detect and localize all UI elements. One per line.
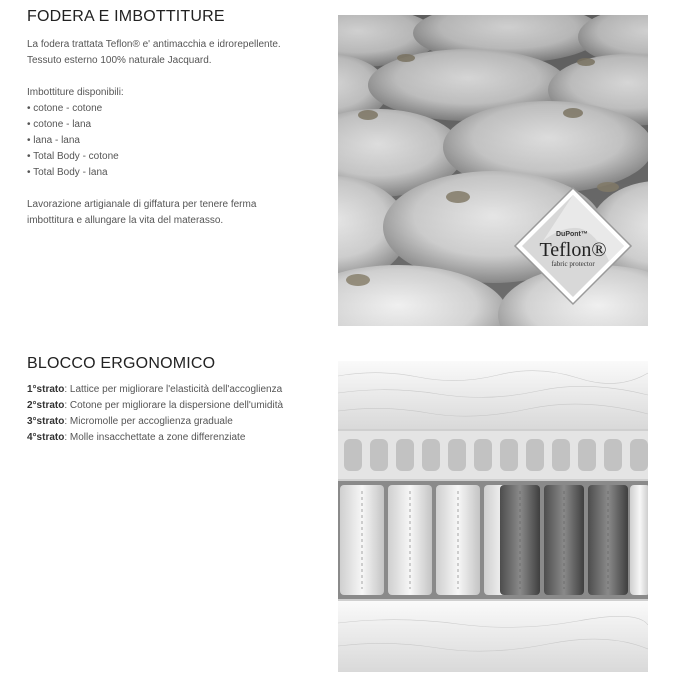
quilted-mattress-image <box>338 15 648 326</box>
fodera-section <box>0 0 684 340</box>
strato-text: : Molle insacchettate a zone differenziate <box>64 432 246 443</box>
teflon-tagline: fabric protector <box>551 260 595 268</box>
fodera-desc-line: Tessuto esterno 100% naturale Jacquard. <box>27 55 212 66</box>
strato-item <box>27 398 327 414</box>
strato-label: 4°strato <box>27 432 65 443</box>
imbottitura-item: • Total Body - cotone <box>27 151 119 162</box>
teflon-brand: DuPont™ <box>556 231 588 238</box>
lavorazione-line: imbottitura e allungare la vita del materasso. <box>27 215 224 226</box>
strato-item <box>27 382 327 398</box>
strato-text: : Lattice per migliorare l'elasticità dell'accoglienza <box>64 384 283 395</box>
blocco-section <box>0 345 684 684</box>
blocco-title: BLOCCO ERGONOMICO <box>27 355 216 372</box>
mattress-cross-section-image <box>338 361 648 672</box>
imbottitura-item: • Total Body - lana <box>27 167 108 178</box>
strato-label: 2°strato <box>27 400 65 411</box>
strati-list <box>27 382 327 446</box>
fodera-desc-line: La fodera trattata Teflon® e' antimacchia e idrorepellente. <box>27 39 281 50</box>
teflon-logo-icon <box>513 186 633 306</box>
strato-item <box>27 430 327 446</box>
strato-label: 1°strato <box>27 384 65 395</box>
teflon-name: Teflon® <box>539 239 607 261</box>
fodera-description <box>27 37 327 229</box>
mattress-layers-illustration <box>338 361 648 672</box>
teflon-badge <box>513 186 633 306</box>
fodera-title: FODERA E IMBOTTITURE <box>27 8 225 25</box>
strato-item <box>27 414 327 430</box>
strato-text: : Micromolle per accoglienza graduale <box>64 416 233 427</box>
imbottitura-item: • cotone - lana <box>27 119 92 130</box>
imbottitura-item: • lana - lana <box>27 135 80 146</box>
imbottitura-item: • cotone - cotone <box>27 103 103 114</box>
imbottiture-label: Imbottiture disponibili: <box>27 87 124 98</box>
lavorazione-line: Lavorazione artigianale di giffatura per tenere ferma <box>27 199 257 210</box>
strato-label: 3°strato <box>27 416 65 427</box>
strato-text: : Cotone per migliorare la dispersione dell'umidità <box>64 400 284 411</box>
